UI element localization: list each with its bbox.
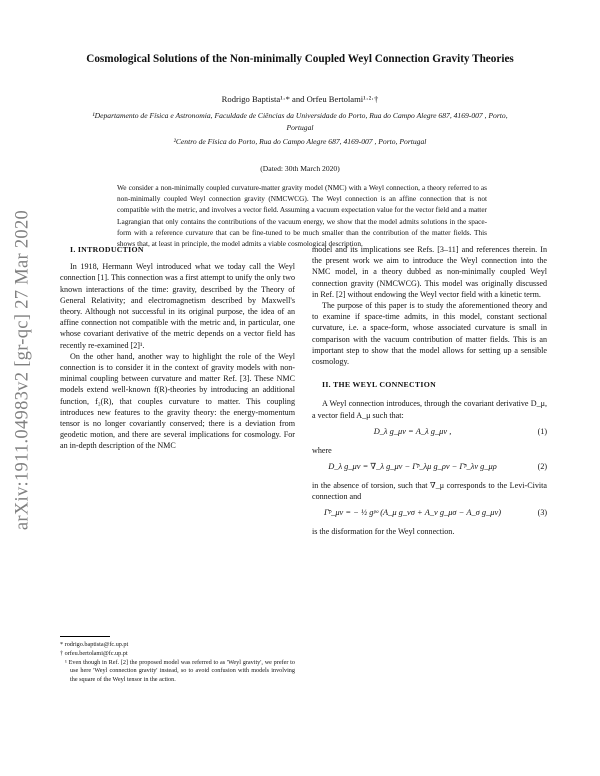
equation-3	[312, 502, 547, 526]
paragraph: model and its implications see Refs. [3–11] and references therein. In the present work we aim to introduce the Weyl connection into the NMC model, in a theory dubbed as non-minimally coupled Weyl connection gravity (NMCWCG). This model was originally discussed in Ref. [2] without endowing the Weyl vector field with a kinetic term.	[312, 245, 547, 299]
affiliation-2: ²Centro de Física do Porto, Rua do Campo Alegre 687, 4169-007 , Porto, Portugal	[173, 137, 427, 146]
section-heading-weyl-connection: II. THE WEYL CONNECTION	[322, 380, 437, 390]
equation-body: D_λ g_μν = A_λ g_μν ,	[373, 426, 452, 436]
paragraph: The purpose of this paper is to study the aforementioned theory and to examine if space-time admits, in this model, constant sectional curvature, i.e. a space-form, whose associated curvature is small in comparison with the vacuum contribution of matter fields. This is an important step to show that the model allows for setting up a sensible cosmology.	[312, 301, 547, 367]
equation-body: D_λ g_μν = ∇_λ g_μν − Γ̄ᵖ_λμ g_ρν − Γ̄ᵖ_λν g_μρ	[328, 462, 497, 472]
footnotes	[60, 641, 295, 685]
paragraph: In 1918, Hermann Weyl introduced what we today call the Weyl connection [1]. This connection was a first attempt to unify the only two known interactions of the time: gravity, described by the Theory of General Relativity; and electromagnetism described by Maxwell's theory. Although not successful in its original purpose, the idea of an affine connection not compatible with the metric and, in particular, one whose covariant derivative of the metric depends on a vector field has recently re-examined [2]¹.	[60, 262, 295, 350]
abstract: We consider a non-minimally coupled curvature-matter gravity model (NMC) with a Weyl connection, a theory referred to as non-minimally coupled Weyl connection gravity (NMCWCG). The Weyl connection is an affine connection that is not compatible with the metric, and involves a vector field. Assuming a vacuum expectation value for the vector field and a matter Lagrangian that only contains the contributions of the vacuum energy, we show that the model admits solutions in the space-form with a reference curvature that can be fine-tuned to be much smaller than the contribution of the matter fields. This shows that, at least in principle, the model admits a viable cosmological description.	[117, 183, 487, 249]
equation-number: (1)	[537, 426, 547, 436]
arxiv-stamp-text: arXiv:1911.04983v2 [gr-qc] 27 Mar 2020	[12, 209, 33, 531]
right-column	[312, 244, 547, 538]
date: (Dated: 30th March 2020)	[260, 164, 340, 173]
paragraph: in the absence of torsion, such that ∇_μ corresponds to the Levi-Civita connection and	[312, 481, 547, 502]
equation-1	[312, 421, 547, 445]
equation-number: (3)	[537, 508, 547, 518]
affiliation-1: ¹Departamento de Física e Astronomia, Faculdade de Ciências da Universidade do Porto, Rua do Campo Alegre 687, 4169-007 , Porto, Portugal	[92, 111, 508, 132]
authors: Rodrigo Baptista¹·* and Orfeu Bertolami¹·²·†	[221, 94, 379, 104]
footnote-1: ¹ Even though in Ref. [2] the proposed model was referred to as 'Weyl gravity', we prefer to use here 'Weyl connection gravity' instead, so to avoid confusion with models involving the square of the Weyl tensor in the action.	[65, 658, 295, 684]
paragraph: is the disformation for the Weyl connection.	[312, 527, 455, 537]
arxiv-stamp	[8, 150, 38, 590]
footnote-rule	[60, 636, 110, 637]
paragraph: On the other hand, another way to highlight the role of the Weyl connection is to consider it in the context of gravity models with non-minimal coupling between curvature and matter Ref. [3]. These NMC models extend well-known f(R)-theories by introducing an additional function, f₂(R), that couples curvature to matter. This coupling introduces new features to the gravity theory: the energy-momentum tensor is no longer covariantly conserved; there is a deviation from geodetic motion, and there are several implications for cosmology. For an in-depth description of the NMC	[60, 351, 295, 451]
equation-2	[312, 456, 547, 480]
paragraph: A Weyl connection introduces, through the covariant derivative D_μ, a vector field A_μ such that:	[312, 399, 547, 420]
equation-number: (2)	[537, 462, 547, 472]
paragraph: where	[312, 445, 332, 455]
left-column	[60, 244, 295, 452]
paper-title: Cosmological Solutions of the Non-minimally Coupled Weyl Connection Gravity Theories	[86, 53, 514, 65]
equation-body: Γ̄ᵖ_μν = − ½ gᵖᵒ (A_μ g_νσ + A_ν g_μσ − A_σ g_μν)	[324, 508, 501, 518]
footnote-email-2: † orfeu.bertolami@fc.up.pt	[60, 649, 128, 657]
section-heading-introduction: I. INTRODUCTION	[70, 245, 144, 254]
footnote-email-1: * rodrigo.baptista@fc.up.pt	[60, 641, 129, 648]
